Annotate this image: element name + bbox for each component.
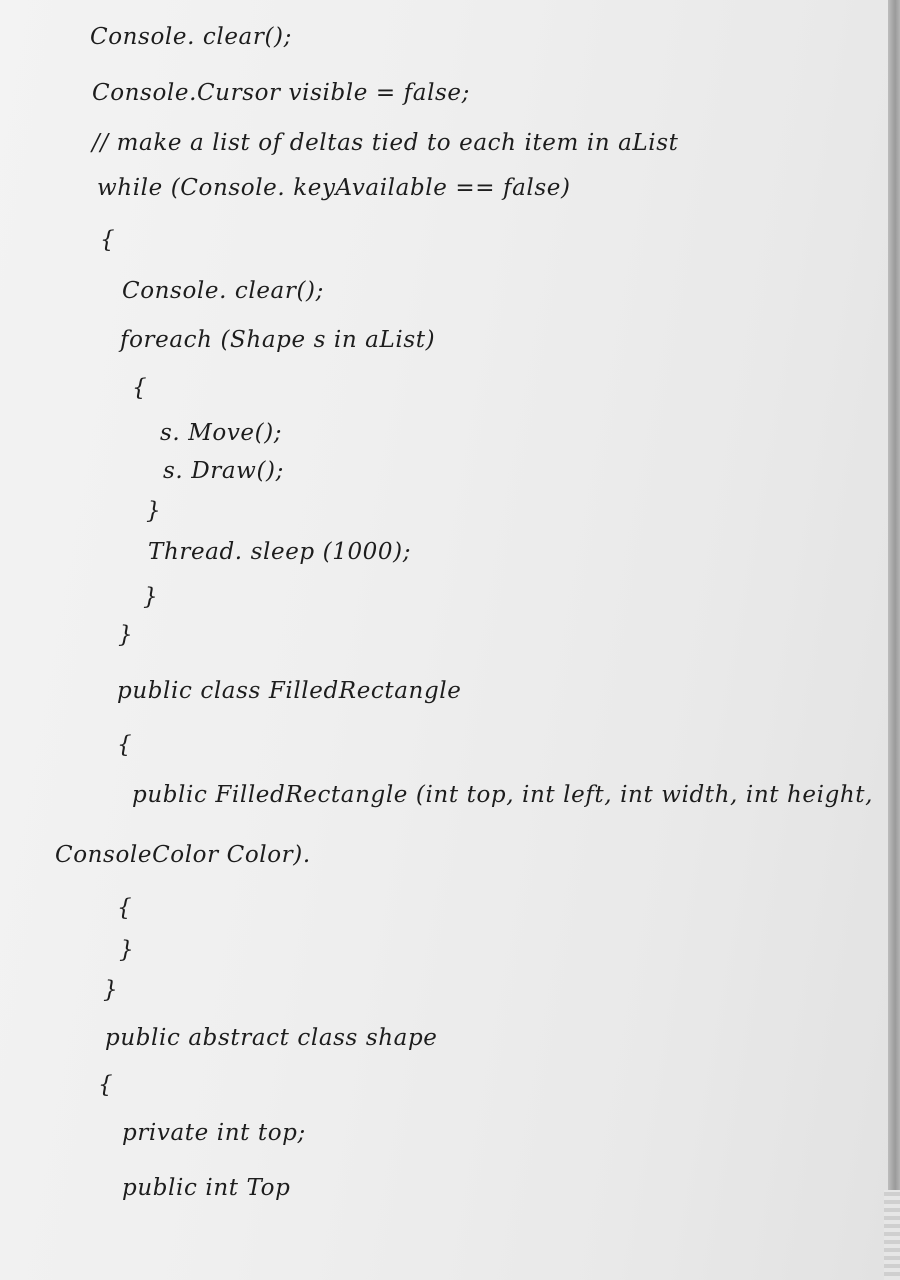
code-line-2: Console.Cursor visible = false; — [92, 80, 470, 106]
code-line-4: while (Console. keyAvailable == false) — [97, 175, 571, 201]
code-line-10: s. Draw(); — [163, 458, 284, 484]
code-line-18: ConsoleColor Color). — [55, 842, 311, 868]
code-line-22: public abstract class shape — [105, 1025, 438, 1051]
code-line-15: public class FilledRectangle — [117, 678, 462, 704]
code-line-17: public FilledRectangle (int top, int left, int width, int height, — [132, 782, 874, 808]
code-line-13: } — [143, 584, 159, 610]
code-line-9: s. Move(); — [160, 420, 283, 446]
code-line-25: public int Top — [122, 1175, 291, 1201]
code-line-11: } — [146, 498, 162, 524]
code-line-8: { — [132, 375, 148, 401]
code-line-23: { — [98, 1072, 114, 1098]
code-line-14: } — [118, 622, 134, 648]
code-line-7: foreach (Shape s in aList) — [120, 327, 436, 353]
code-line-21: } — [103, 977, 119, 1003]
code-line-19: { — [117, 895, 133, 921]
code-line-16: { — [117, 732, 133, 758]
code-line-1: Console. clear(); — [90, 24, 292, 50]
code-line-12: Thread. sleep (1000); — [148, 539, 412, 565]
code-line-20: } — [119, 937, 135, 963]
code-line-5: { — [100, 227, 116, 253]
code-line-24: private int top; — [122, 1120, 306, 1146]
torn-page-edge — [884, 1190, 900, 1280]
page-edge-shadow — [888, 0, 900, 1280]
code-line-6: Console. clear(); — [122, 278, 324, 304]
code-line-3: // make a list of deltas tied to each item in aList — [92, 130, 679, 156]
